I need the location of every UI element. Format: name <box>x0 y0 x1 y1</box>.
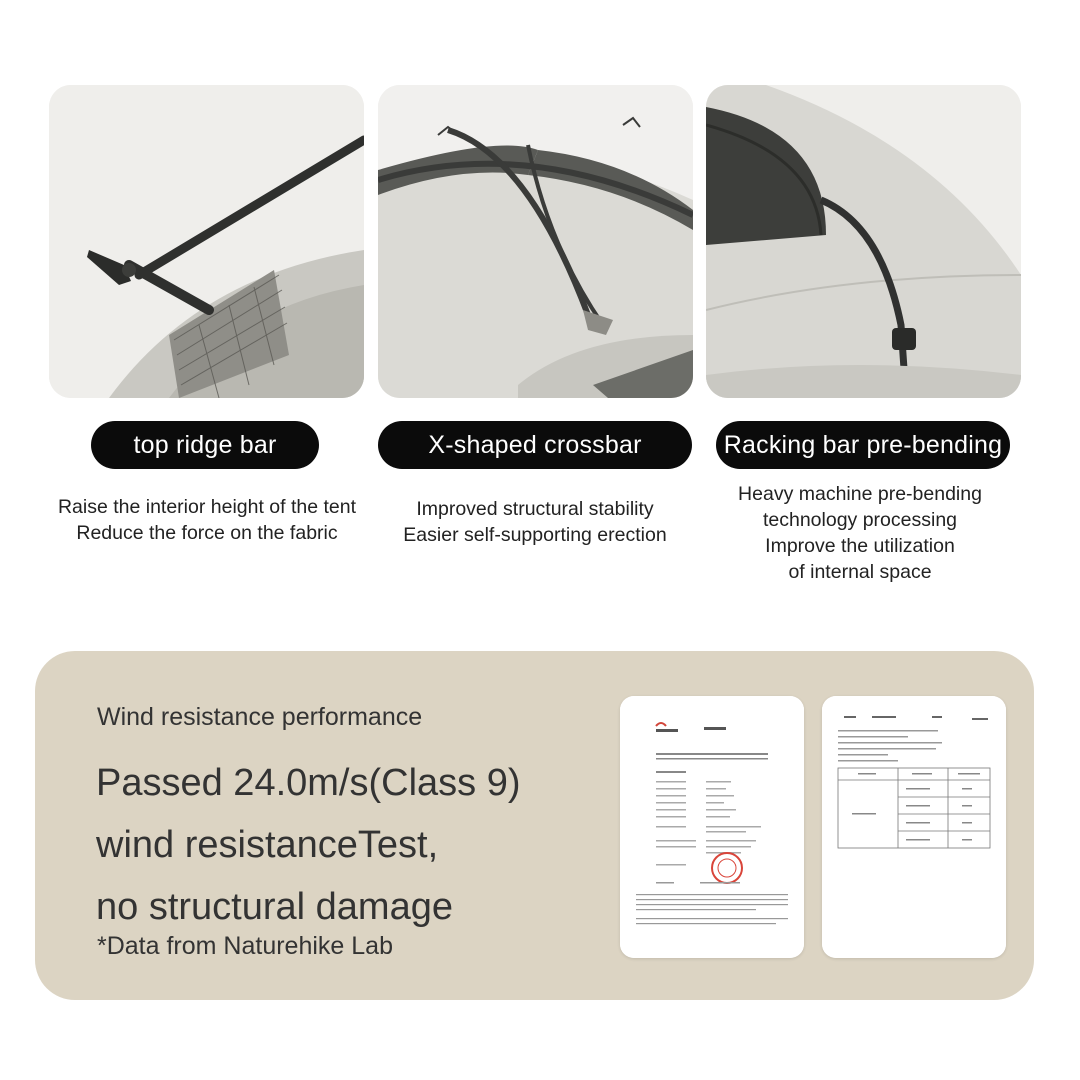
feature-description-x-shaped-crossbar <box>372 496 698 548</box>
feature-description-line: Reduce the force on the fabric <box>76 522 338 544</box>
feature-description-line: of internal space <box>788 561 932 583</box>
tent-ridge-bar-illustration <box>49 85 364 398</box>
test-report-page-2 <box>822 696 1006 958</box>
feature-title-x-shaped-crossbar: X-shaped crossbar <box>378 421 692 469</box>
feature-description-line: technology processing <box>762 509 958 531</box>
feature-description-line: Raise the interior height of the tent <box>57 496 357 518</box>
headline-line: no structural damage <box>96 886 453 928</box>
wind-resistance-label: Wind resistance performance <box>97 703 423 731</box>
feature-description-line: Heavy machine pre-bending <box>738 483 982 505</box>
tent-prebent-pole-illustration <box>706 85 1021 398</box>
photo-top-ridge-bar <box>49 85 364 398</box>
test-report-page-1 <box>620 696 804 958</box>
wind-resistance-headline <box>96 752 521 938</box>
data-source-footnote: *Data from Naturehike Lab <box>97 932 393 960</box>
feature-description-line: Improved structural stability <box>416 498 654 520</box>
tent-crossbar-illustration <box>378 85 693 398</box>
photo-x-shaped-crossbar <box>378 85 693 398</box>
headline-line: wind resistanceTest, <box>96 824 439 866</box>
feature-description-top-ridge-bar <box>32 494 382 546</box>
feature-description-line: Improve the utilization <box>765 535 955 557</box>
report-table-illustration <box>822 696 1006 958</box>
report-page-illustration <box>620 696 804 958</box>
feature-title-racking-bar: Racking bar pre-bending <box>716 421 1010 469</box>
headline-line: Passed 24.0m/s(Class 9) <box>96 762 521 804</box>
feature-description-racking-bar <box>700 481 1020 585</box>
feature-description-line: Easier self-supporting erection <box>403 524 667 546</box>
photo-racking-bar-pre-bending <box>706 85 1021 398</box>
feature-title-top-ridge-bar: top ridge bar <box>91 421 319 469</box>
